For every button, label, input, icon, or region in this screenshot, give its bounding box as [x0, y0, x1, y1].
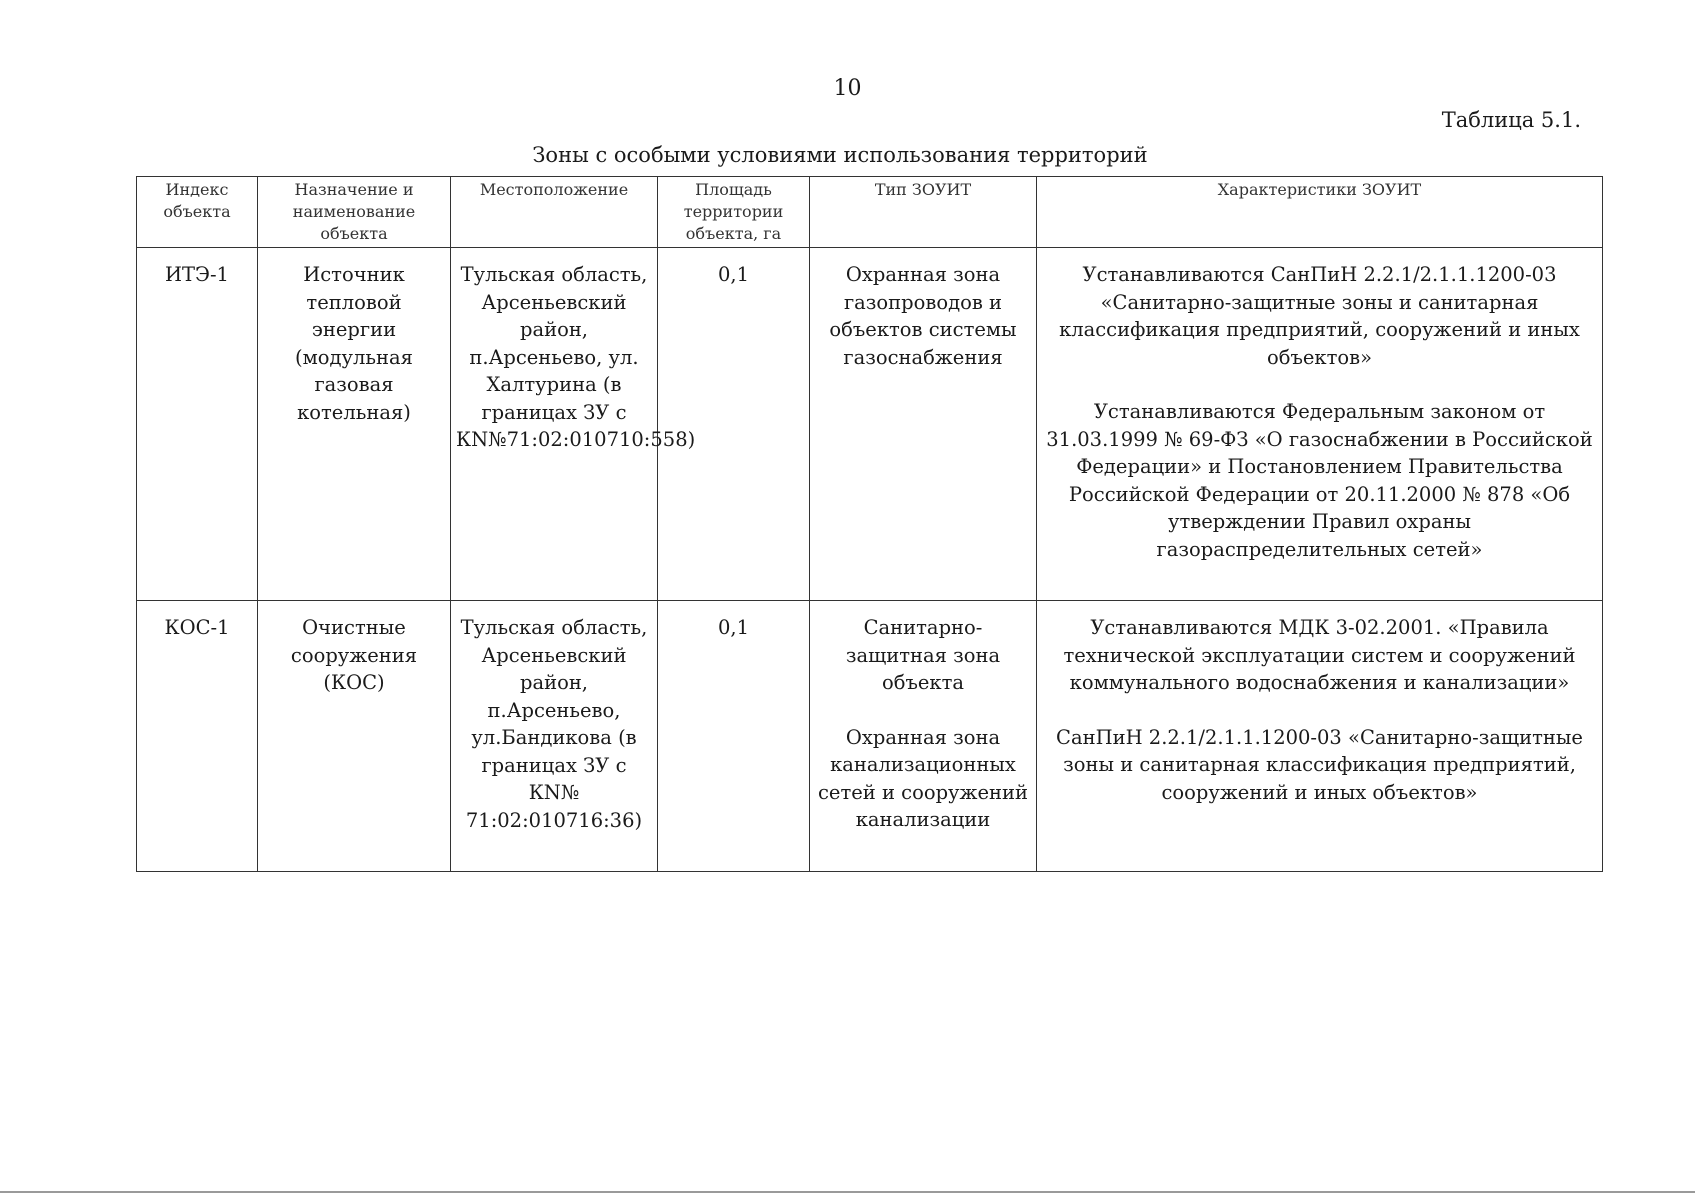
table-row — [137, 248, 1603, 601]
cell-index: КОС-1 — [137, 601, 258, 872]
characteristics-text: Устанавливаются СанПиН 2.2.1/2.1.1.1200-03 «Санитарно-защитные зоны и санитарная классификация предприятий, сооружений и иных объектов» — [1059, 263, 1580, 369]
cell-name: Очистные сооружения (КОС) — [258, 601, 451, 872]
scan-edge-line — [0, 1191, 1695, 1193]
page-number: 10 — [833, 76, 862, 101]
cell-characteristics — [1037, 248, 1603, 601]
table-title: Зоны с особыми условиями использования территорий — [532, 143, 1148, 167]
type-text: Охранная зона канализационных сетей и сооружений канализации — [817, 725, 1028, 831]
header-type: Тип ЗОУИТ — [810, 177, 1037, 248]
cell-type — [810, 601, 1037, 872]
table-header-row — [137, 177, 1603, 248]
cell-area: 0,1 — [658, 601, 810, 872]
characteristics-text: СанПиН 2.2.1/2.1.1.1200-03 «Санитарно-защитные зоны и санитарная классификация предприятий, сооружений и иных объектов» — [1056, 725, 1583, 804]
cell-location: Тульская область, Арсеньевский район, п.Арсеньево, ул.Бандикова (в границах ЗУ с КN№ 71:02:010716:36) — [451, 601, 658, 872]
header-area: Площадь территории объекта, га — [658, 177, 810, 248]
cell-type — [810, 248, 1037, 601]
header-index: Индекс объекта — [137, 177, 258, 248]
table-row — [137, 601, 1603, 872]
header-name: Назначение и наименование объекта — [258, 177, 451, 248]
characteristics-text: Устанавливаются МДК 3-02.2001. «Правила технической эксплуатации систем и сооружений коммунального водоснабжения и канализации» — [1063, 616, 1576, 694]
cell-index: ИТЭ-1 — [137, 248, 258, 601]
cell-characteristics — [1037, 601, 1603, 872]
zones-table — [136, 176, 1603, 872]
type-text: Охранная зона газопроводов и объектов системы газоснабжения — [829, 263, 1017, 369]
cell-location: Тульская область, Арсеньевский район, п.Арсеньево, ул. Халтурина (в границах ЗУ с КN№71:02:010710:558) — [451, 248, 658, 601]
header-location: Местоположение — [451, 177, 658, 248]
table-label: Таблица 5.1. — [1441, 108, 1581, 132]
cell-name: Источник тепловой энергии (модульная газовая котельная) — [258, 248, 451, 601]
type-text: Санитарно-защитная зона объекта — [845, 616, 1001, 694]
header-characteristics: Характеристики ЗОУИТ — [1037, 177, 1603, 248]
cell-area: 0,1 — [658, 248, 810, 601]
characteristics-text: Устанавливаются Федеральным законом от 31.03.1999 № 69-ФЗ «О газоснабжении в Российской Федерации» и Постановлением Правительства Российской Федерации от 20.11.2000 № 878 «Об утверждении Правил охраны газораспределительных сетей» — [1046, 400, 1593, 561]
